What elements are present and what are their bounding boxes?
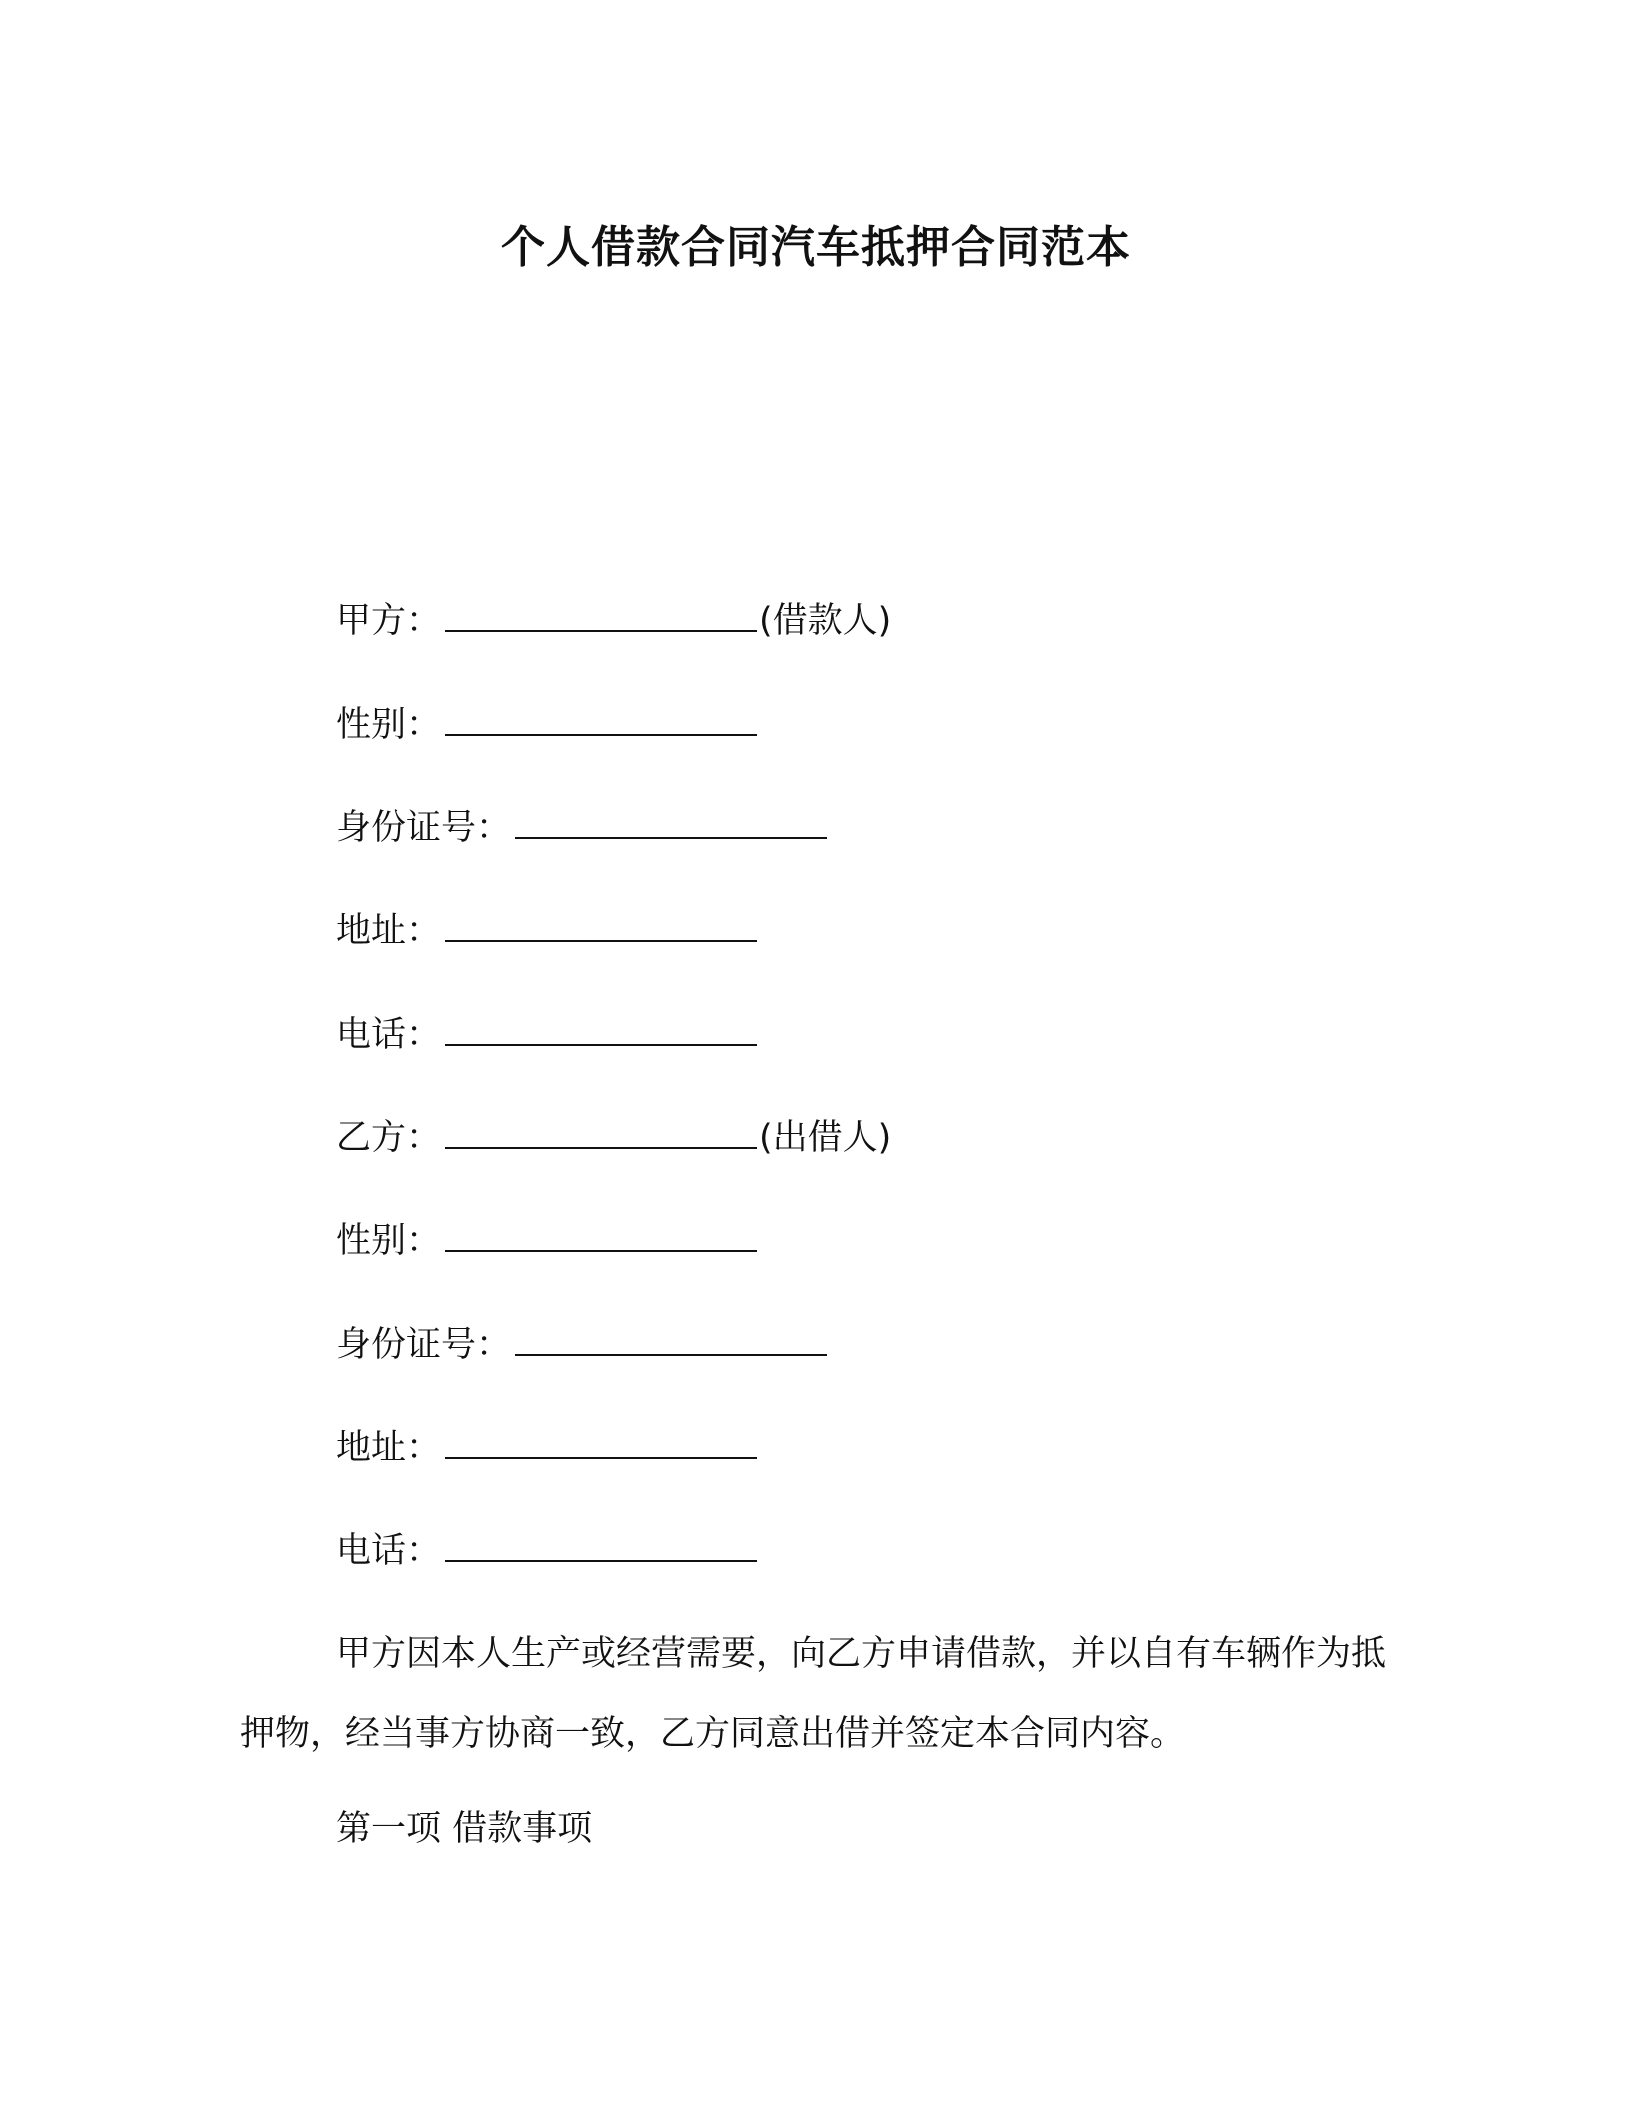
party-b-name-blank[interactable]	[445, 1113, 757, 1149]
intro-paragraph: 甲方因本人生产或经营需要，向乙方申请借款，并以自有车辆作为抵押物，经当事方协商一致，乙方同意出借并签定本合同内容。	[240, 1634, 1387, 1754]
party-a-gender-blank[interactable]	[445, 700, 757, 736]
party-a-phone-blank[interactable]	[445, 1010, 757, 1046]
party-a-id-blank[interactable]	[515, 803, 827, 839]
party-b-address-blank[interactable]	[445, 1423, 757, 1459]
party-b-phone-blank[interactable]	[445, 1526, 757, 1562]
party-b-id-blank[interactable]	[515, 1320, 827, 1356]
party-b-phone-field	[336, 1526, 757, 1575]
party-b-id-field	[336, 1320, 827, 1369]
party-a-id-label: 身份证号：	[336, 808, 512, 848]
party-b-name-field	[336, 1113, 891, 1162]
party-a-name-blank[interactable]	[445, 596, 757, 632]
party-a-id-field	[336, 803, 827, 852]
party-a-phone-field	[336, 1010, 757, 1059]
party-b-role-suffix: (出借人)	[759, 1118, 892, 1158]
party-a-address-field	[336, 906, 757, 955]
party-b-gender-label: 性别：	[336, 1221, 442, 1261]
party-b-id-label: 身份证号：	[336, 1325, 512, 1365]
party-b-phone-label: 电话：	[336, 1531, 442, 1571]
party-a-gender-field	[336, 700, 757, 749]
party-b-gender-blank[interactable]	[445, 1216, 757, 1252]
party-a-gender-label: 性别：	[336, 705, 442, 745]
party-a-phone-label: 电话：	[336, 1015, 442, 1055]
party-b-address-field	[336, 1423, 757, 1472]
section-1-heading: 第一项 借款事项	[336, 1809, 593, 1849]
party-b-name-label: 乙方：	[336, 1118, 442, 1158]
party-a-name-label: 甲方：	[336, 601, 442, 641]
document-title: 个人借款合同汽车抵押合同范本	[501, 222, 1131, 273]
party-a-address-blank[interactable]	[445, 906, 757, 942]
party-b-address-label: 地址：	[336, 1428, 442, 1468]
party-a-role-suffix: (借款人)	[759, 601, 892, 641]
party-a-address-label: 地址：	[336, 911, 442, 951]
party-a-name-field	[336, 596, 891, 645]
party-b-gender-field	[336, 1216, 757, 1265]
